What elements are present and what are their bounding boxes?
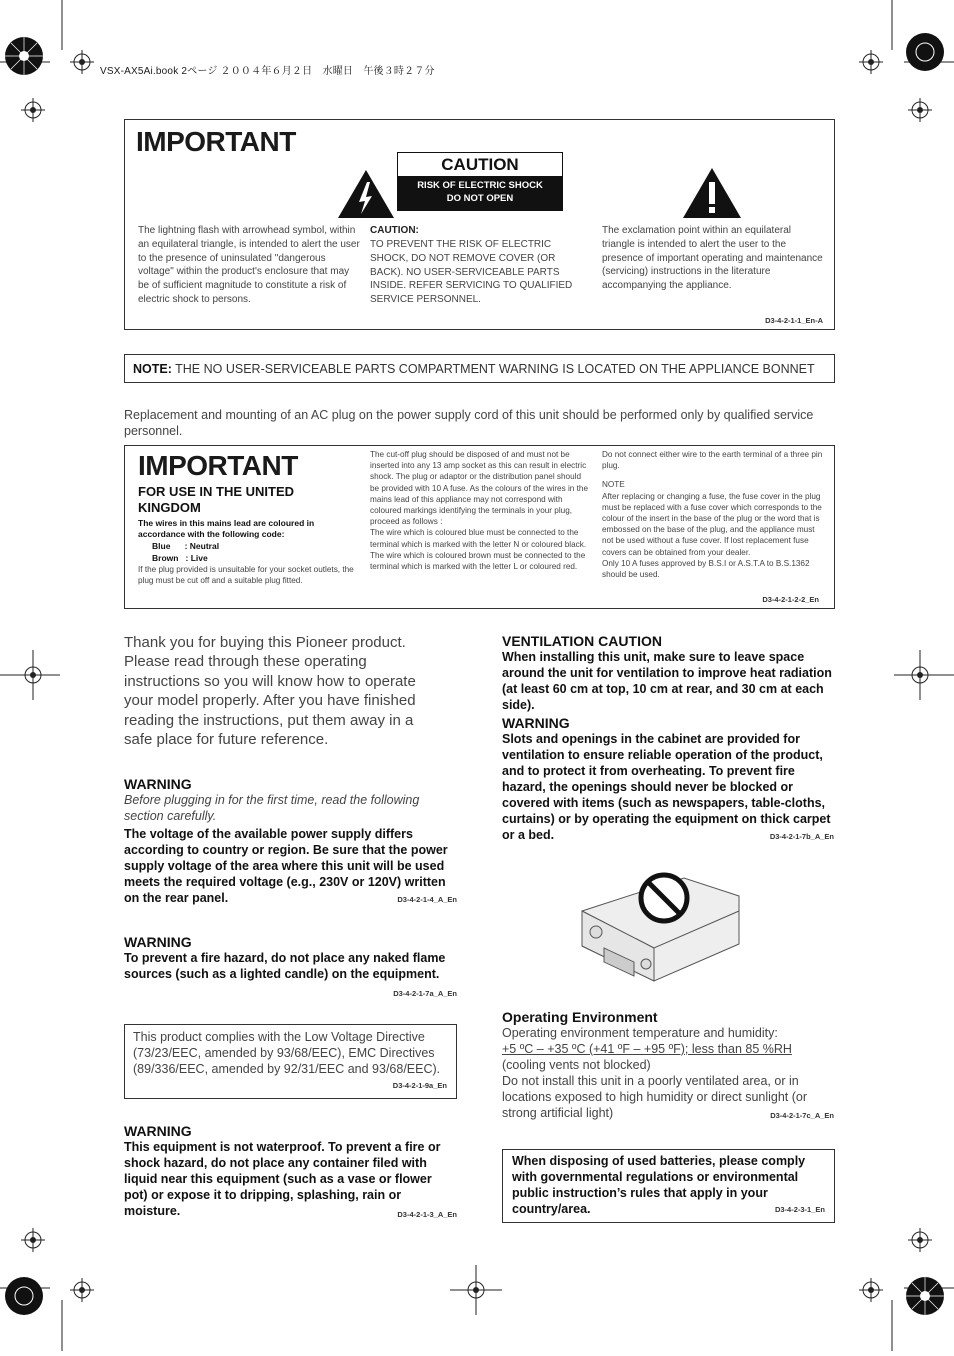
warning-flame [124, 934, 457, 998]
exclamation-description: The exclamation point within an equilateral triangle is intended to alert the user to the presence of important operating and maintenance (servicing) instructions in the literature accompanying the appliance. [602, 225, 823, 292]
operating-environment [502, 1009, 836, 1121]
warning-heading: WARNING [124, 1123, 192, 1139]
uk-subtitle: FOR USE IN THE UNITED KINGDOM [138, 484, 295, 515]
ventilation-section [502, 633, 834, 843]
unsuitable-plug-text: If the plug provided is unsuitable for your socket outlets, the plug must be cut off and a suitable plug fitted. [138, 565, 354, 586]
warning-water [124, 1123, 457, 1219]
warning-heading: WARNING [124, 934, 192, 950]
blue-wire: Blue : Neutral [152, 541, 220, 551]
uk-doc-code: D3-4-2-1-2-2_En [762, 595, 819, 604]
batteries-text: When disposing of used batteries, please comply with governmental regulations or environmental public instruction’s rules that apply in your country/area. [512, 1154, 806, 1216]
wires-text: The wires in this mains lead are coloured in accordance with the following code: [138, 518, 315, 539]
note-bar [124, 354, 835, 383]
directive-text: This product complies with the Low Voltage Directive (73/23/EEC, amended by 93/68/EEC), EMC Directives (89/336/EEC, amended by 92/31/EEC and 93/68/EEC). [133, 1030, 441, 1076]
uk-important-title: IMPORTANT [138, 450, 298, 481]
batteries-code: D3-4-2-3-1_En [774, 1205, 825, 1214]
caution-heading: CAUTION: [370, 225, 419, 236]
note-label: NOTE: [133, 362, 172, 376]
batteries-box [502, 1149, 835, 1223]
operating-heading: Operating Environment [502, 1009, 658, 1025]
operating-line3: (cooling vents not blocked) [502, 1058, 651, 1072]
voltage-text: The voltage of the available power supply differs according to country or region. Be sure that the power supply voltage of the area where this unit will be used meets the required voltage (e.g., 230V or 120V) written on the rear panel. [124, 827, 448, 905]
brown-wire-text: The wire which is coloured brown must be connected to the terminal which is marked with the letter L or coloured red. [370, 550, 586, 572]
ventilation-warning-heading: WARNING [502, 715, 570, 731]
earth-terminal-text: Do not connect either wire to the earth terminal of a three pin plug. [602, 450, 823, 471]
fuse-cover-text: After replacing or changing a fuse, the fuse cover in the plug must be replaced with a fuse cover which corresponds to the colour of the insert in the base of the plug or the word that is embossed on the base of the plug, and the appliance must not be used without a fuse cover. If lost replacement fuse covers can be obtained from your dealer. [602, 491, 822, 557]
thanks-paragraph: Thank you for buying this Pioneer product. Please read through these operating instructions so you will know how to operate your model properly. After you have finished reading the instructions, put them away in a safe place for future reference. [124, 634, 416, 749]
brown-wire: Brown : Live [152, 553, 208, 563]
approved-fuse-text: Only 10 A fuses approved by B.S.I or A.S.T.A to B.S.1362 should be used. [602, 558, 810, 580]
warning-voltage [124, 776, 457, 906]
water-code: D3-4-2-1-3_A_En [397, 1210, 457, 1219]
file-header: VSX-AX5Ai.book 2ページ ２００４年６月２日 水曜日 午後３時２７分 [100, 66, 435, 77]
voltage-code: D3-4-2-1-4_A_En [397, 895, 457, 904]
blue-wire-text: The wire which is coloured blue must be connected to the terminal which is marked with the letter N or coloured black. [370, 528, 587, 549]
note-text: THE NO USER-SERVICEABLE PARTS COMPARTMENT WARNING IS LOCATED ON THE APPLIANCE BONNET [175, 362, 815, 376]
caution-description: TO PREVENT THE RISK OF ELECTRIC SHOCK, DO NOT REMOVE COVER (OR BACK). NO USER-SERVICEABLE PARTS INSIDE. REFER SERVICING TO QUALIFIED SERVICE PERSONNEL. [370, 239, 573, 306]
important-title: IMPORTANT [136, 126, 296, 157]
operating-code: D3-4-2-1-7c_A_En [770, 1111, 834, 1120]
replacement-text: Replacement and mounting of an AC plug on the power supply cord of this unit should be performed only by qualified service personnel. [124, 408, 814, 438]
directive-code: D3-4-2-1-9a_En [392, 1081, 447, 1090]
warning-intro: Before plugging in for the first time, read the following section carefully. [124, 793, 420, 823]
exclamation-warning-icon [681, 166, 743, 225]
cutoff-plug-text: The cut-off plug should be disposed of and must not be inserted into any 13 amp socket as this can result in electric shock. The plug or adaptor or the distribution panel should be provided with 10 A fuse. As the colours of the wires in the mains lead of this appliance may not correspond with coloured markings identifying the terminals in your plug, proceed as follows : [370, 450, 589, 527]
caution-title: CAUTION [397, 152, 563, 177]
water-text: This equipment is not waterproof. To prevent a fire or shock hazard, do not place any container filed with liquid near this equipment (such as a vase or flower pot) or expose it to dripping, splashing, rain or moisture. [124, 1140, 441, 1218]
flame-code: D3-4-2-1-7a_A_En [393, 989, 457, 998]
warning-heading: WARNING [124, 776, 192, 792]
ventilation-heading: VENTILATION CAUTION [502, 633, 662, 649]
ventilation-text: When installing this unit, make sure to leave space around the unit for ventilation to improve heat radiation (at least 60 cm at top, 10 cm at rear, and 30 cm at each side). [502, 650, 832, 712]
uk-important-box [124, 445, 835, 609]
lightning-description: The lightning flash with arrowhead symbol, within an equilateral triangle, is intended to alert the user to the presence of uninsulated "dangerous voltage" within the product's enclosure that may be of sufficient magnitude to constitute a risk of electric shock to persons. [138, 225, 360, 305]
important-box [124, 119, 835, 330]
note-heading: NOTE [602, 480, 625, 490]
operating-range: +5 ºC – +35 ºC (+41 ºF – +95 ºF); less than 85 %RH [502, 1042, 792, 1056]
doc-code: D3-4-2-1-1_En-A [765, 316, 823, 325]
caution-label [397, 152, 563, 211]
no-symbol-icon [640, 874, 690, 924]
directive-box [124, 1024, 457, 1099]
caution-sub2: DO NOT OPEN [446, 193, 514, 204]
caution-sub1: RISK OF ELECTRIC SHOCK [417, 180, 543, 191]
ventilation-code: D3-4-2-1-7b_A_En [769, 832, 834, 841]
flame-text: To prevent a fire hazard, do not place any naked flame sources (such as a lighted candle) on the equipment. [124, 951, 446, 981]
ventilation-warning-text: Slots and openings in the cabinet are provided for ventilation to ensure reliable operation of the product, and to protect it from overheating. To prevent fire hazard, the openings should never be blocked or covered with items (such as newspapers, table-cloths, curtains) or by operating the equipment on thick carpet or a bed. [502, 732, 831, 842]
lightning-warning-icon [336, 168, 396, 225]
operating-line1: Operating environment temperature and humidity: [502, 1026, 778, 1040]
operating-line4: Do not install this unit in a poorly ventilated area, or in locations exposed to high humidity or direct sunlight (or strong artificial light) [502, 1074, 808, 1120]
